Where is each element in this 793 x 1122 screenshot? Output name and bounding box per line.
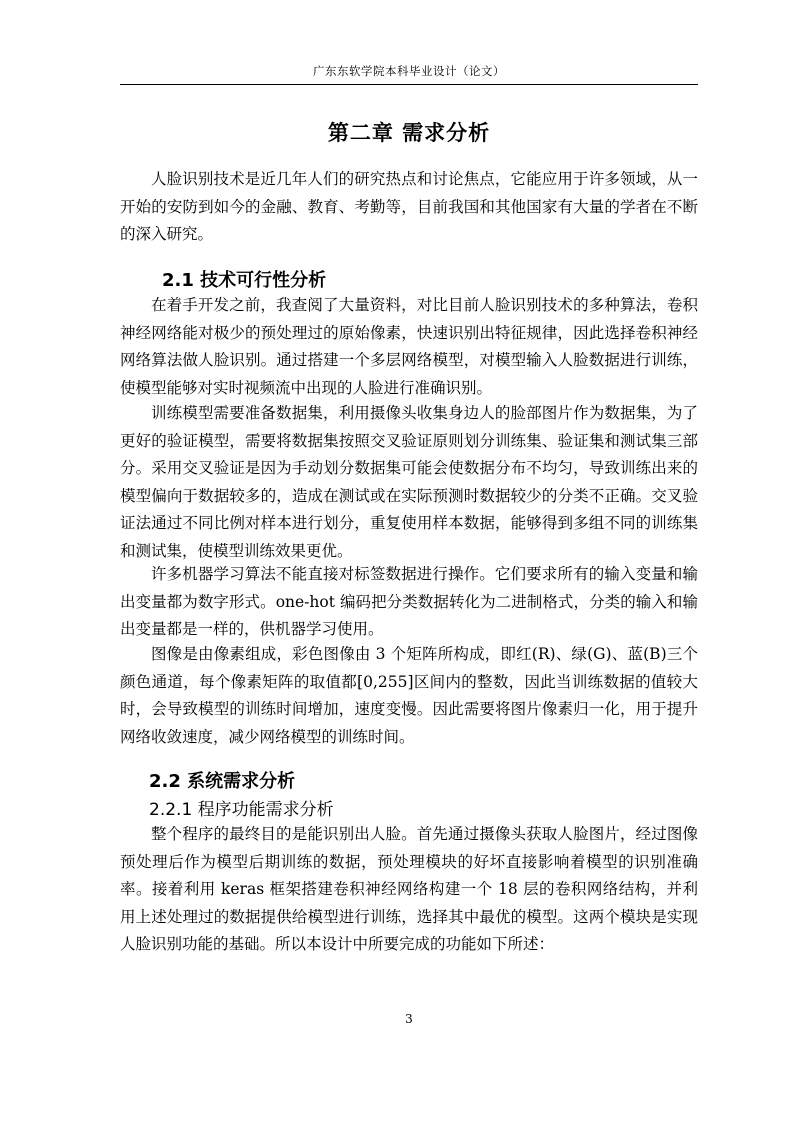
- paragraph-feasibility-3: 许多机器学习算法不能直接对标签数据进行操作。它们要求所有的输入变量和输出变量都为数字形式。one-hot 编码把分类数据转化为二进制格式，分类的输入和输出变量都是一样的，供机器学习使用。: [120, 565, 698, 638]
- chapter-title: 第二章 需求分析: [327, 121, 491, 145]
- intro-paragraph: 人脸识别技术是近几年人们的研究热点和讨论焦点，它能应用于许多领域，从一开始的安防到如今的金融、教育、考勤等，目前我国和其他国家有大量的学者在不断的深入研究。: [120, 170, 698, 243]
- section-heading-2-1: 2.1 技术可行性分析: [162, 270, 327, 291]
- paragraph-feasibility-2: 训练模型需要准备数据集，利用摄像头收集身边人的脸部图片作为数据集，为了更好的验证模型，需要将数据集按照交叉验证原则划分训练集、验证集和测试集三部分。采用交叉验证是因为手动划分数据集可能会使数据分布不均匀，导致训练出来的模型偏向于数据较多的，造成在测试或在实际预测时数据较少的分类不正确。交叉验证法通过不同比例对样本进行划分，重复使用样本数据，能够得到多组不同的训练集和测试集，使模型训练效果更优。: [120, 404, 698, 560]
- page-number: 3: [405, 1012, 413, 1026]
- page-header: 广东东软学院本科毕业设计（论文）: [313, 64, 505, 78]
- section-heading-2-2: 2.2 系统需求分析: [149, 771, 296, 792]
- header-rule: [120, 84, 698, 85]
- paragraph-feasibility-4: 图像是由像素组成，彩色图像由 3 个矩阵所构成，即红(R)、绿(G)、蓝(B)三个颜色通道，每个像素矩阵的取值都[0,255]区间内的整数，因此当训练数据的值较大时，会导致模型的训练时间增加，速度变慢。因此需要将图片像素归一化，用于提升网络收敛速度，减少网络模型的训练时间。: [120, 645, 698, 746]
- paragraph-feasibility-1: 在着手开发之前，我查阅了大量资料，对比目前人脸识别技术的多种算法，卷积神经网络能对极少的预处理过的原始像素，快速识别出特征规律，因此选择卷积神经网络算法做人脸识别。通过搭建一个多层网络模型，对模型输入人脸数据进行训练，使模型能够对实时视频流中出现的人脸进行准确识别。: [120, 296, 698, 397]
- subsection-heading-2-2-1: 2.2.1 程序功能需求分析: [149, 800, 334, 820]
- paragraph-functional-requirements: 整个程序的最终目的是能识别出人脸。首先通过摄像头获取人脸图片，经过图像预处理后作为模型后期训练的数据，预处理模块的好坏直接影响着模型的识别准确率。接着利用 keras 框架搭建卷积神经网络构建一个 18 层的卷积网络结构，并利用上述处理过的数据提供给模型进行训练，选择其中最优的模型。这两个模块是实现人脸识别功能的基础。所以本设计中所要完成的功能如下所述：: [120, 825, 698, 953]
